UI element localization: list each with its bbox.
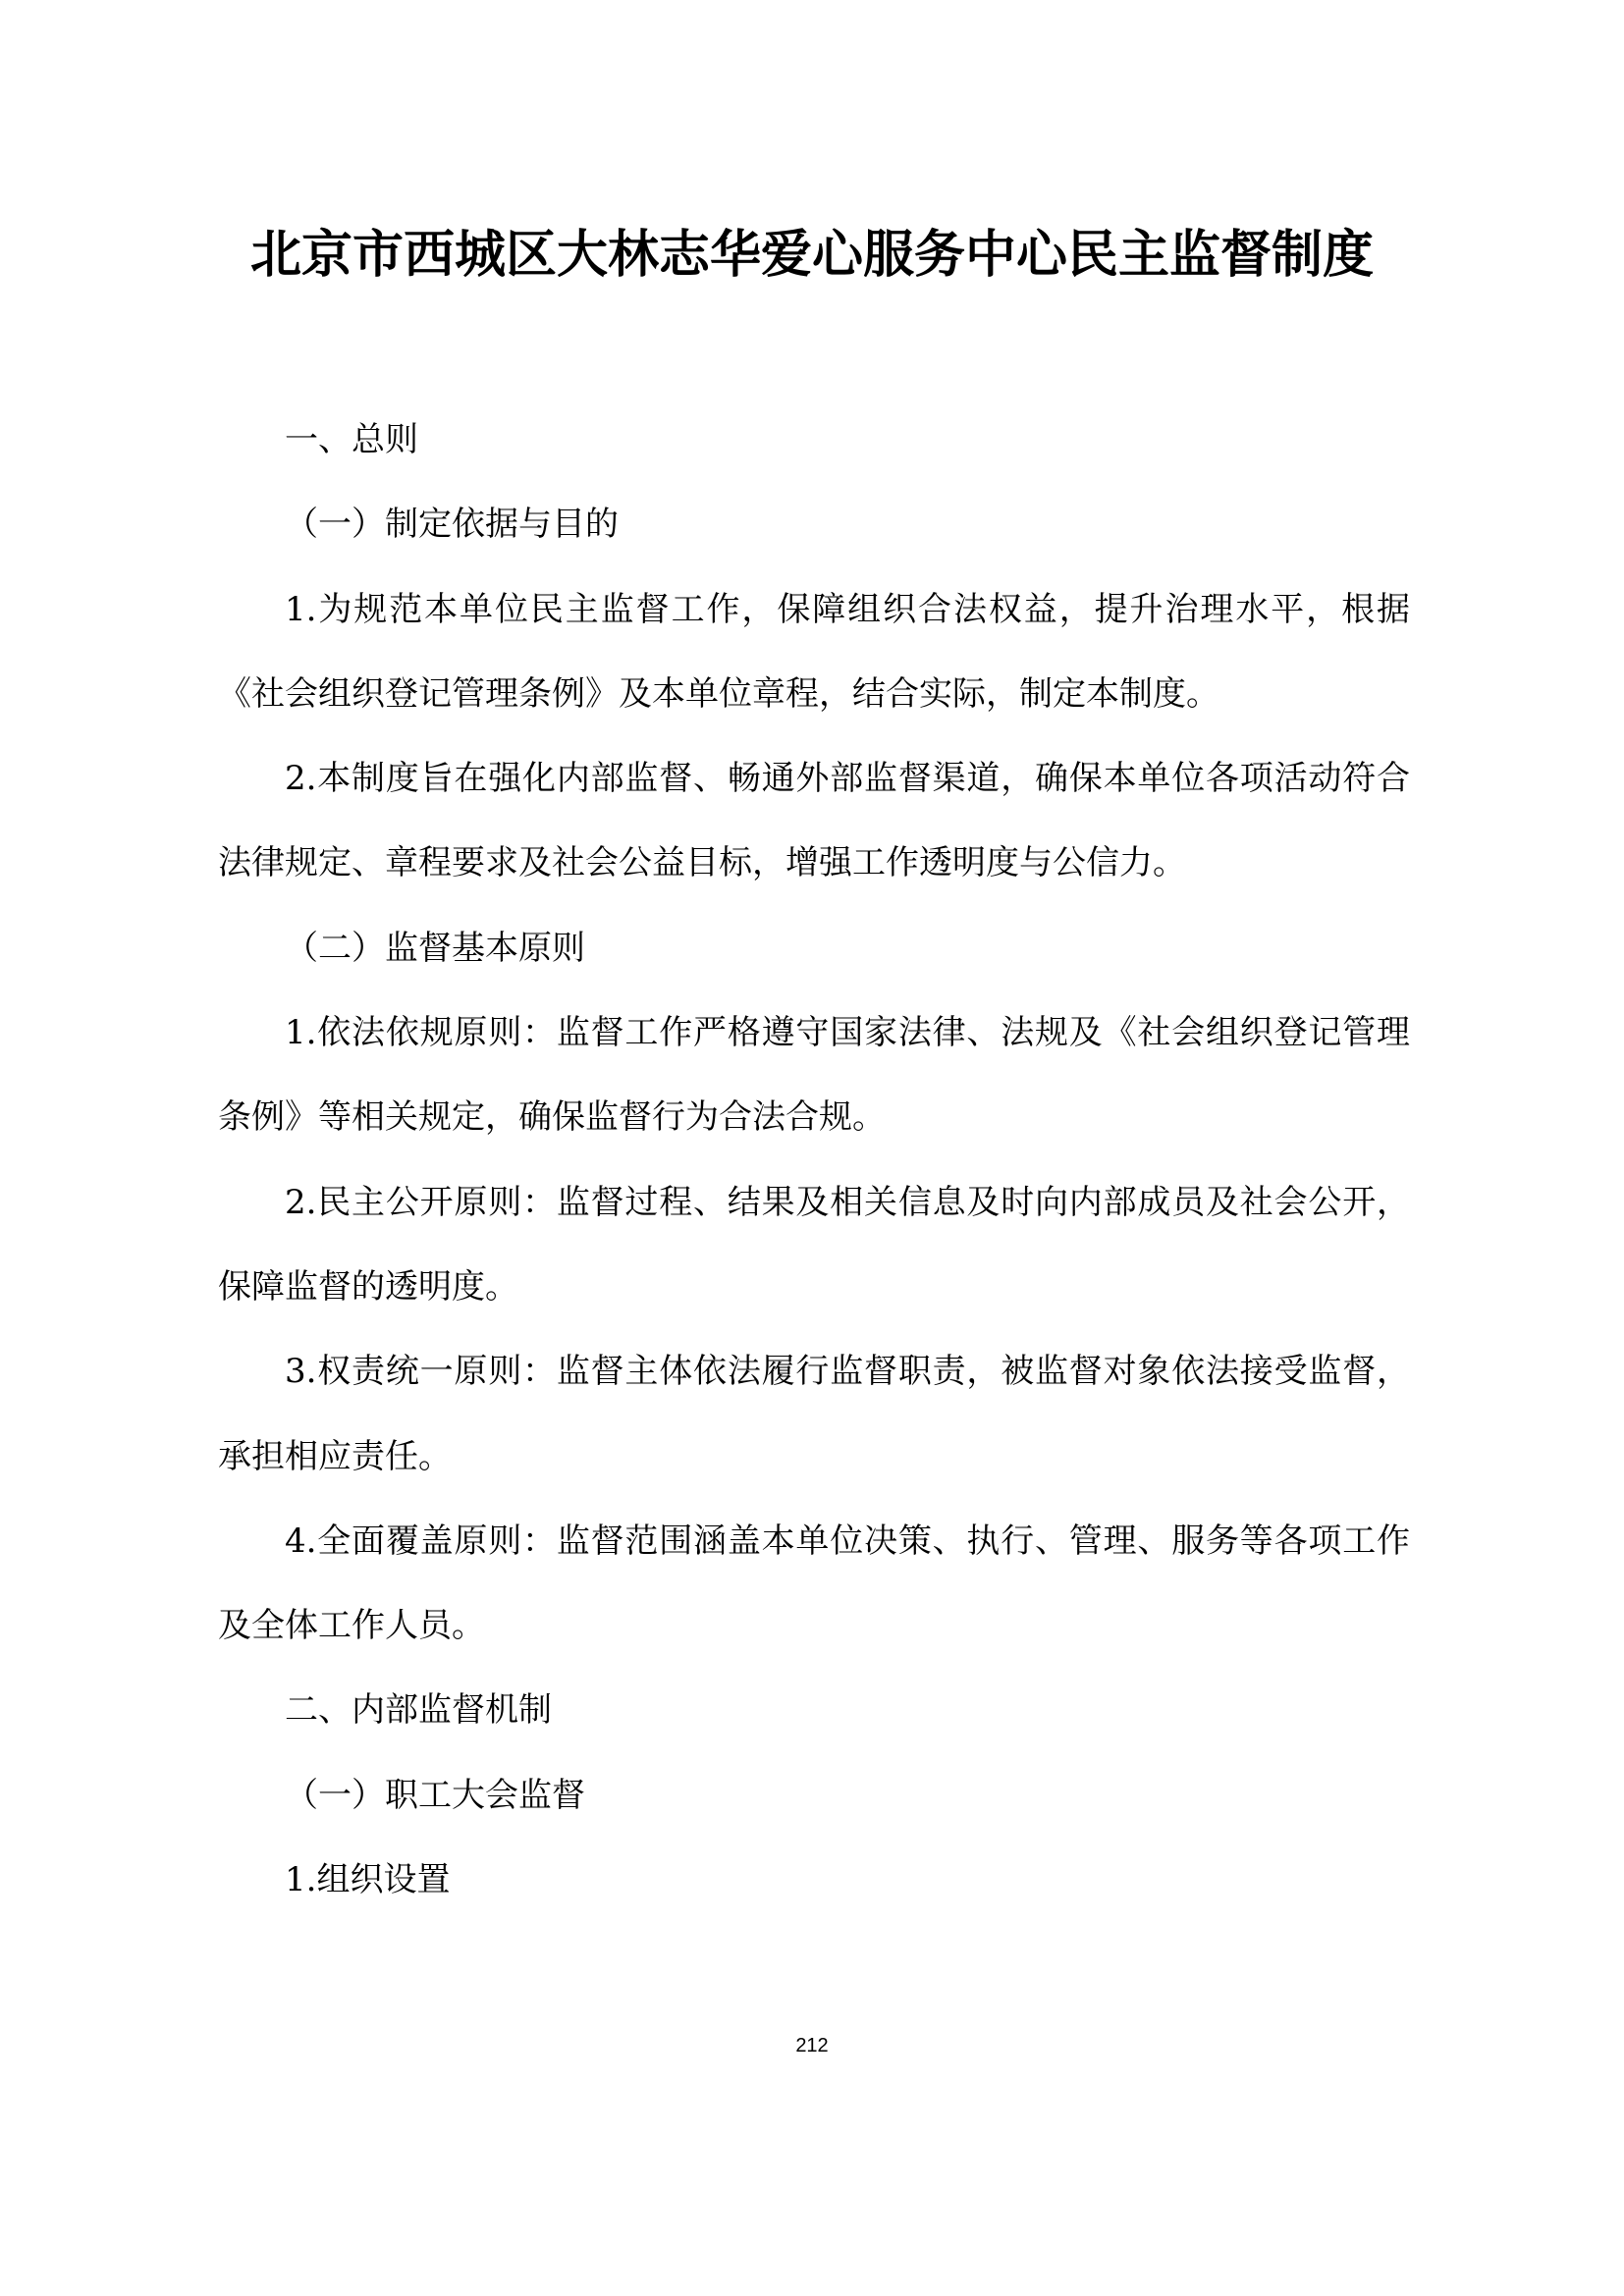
paragraph-principle-4: 4.全面覆盖原则：监督范围涵盖本单位决策、执行、管理、服务等各项工作及全体工作人员。: [218, 1521, 1410, 1646]
paragraph-principle-1: 1.依法依规原则：监督工作严格遵守国家法律、法规及《社会组织登记管理条例》等相关规定，确保监督行为合法合规。: [218, 1013, 1410, 1138]
subsection-heading-basis: （一）制定依据与目的: [285, 505, 619, 545]
page-number: 212: [795, 2035, 829, 2056]
paragraph-organization-setup: 1.组织设置: [285, 1860, 451, 1900]
document-body: [218, 398, 1410, 1922]
section-heading-general: 一、总则: [285, 420, 418, 459]
section-heading-internal-supervision: 二、内部监督机制: [285, 1690, 552, 1731]
paragraph-basis-2: 2.本制度旨在强化内部监督、畅通外部监督渠道，确保本单位各项活动符合法律规定、章程要求及社会公益目标，增强工作透明度与公信力。: [218, 759, 1410, 883]
paragraph-principle-2: 2.民主公开原则：监督过程、结果及相关信息及时向内部成员及社会公开，保障监督的透明度。: [218, 1182, 1410, 1307]
subsection-heading-principles: （二）监督基本原则: [285, 928, 585, 968]
document-title: 北京市西城区大林志华爱心服务中心民主监督制度: [249, 226, 1374, 285]
paragraph-basis-1: 1.为规范本单位民主监督工作，保障组织合法权益，提升治理水平，根据《社会组织登记管理条例》及本单位章程，结合实际，制定本制度。: [218, 589, 1410, 714]
subsection-heading-staff-congress: （一）职工大会监督: [285, 1775, 585, 1815]
paragraph-principle-3: 3.权责统一原则：监督主体依法履行监督职责，被监督对象依法接受监督，承担相应责任。: [218, 1352, 1410, 1476]
